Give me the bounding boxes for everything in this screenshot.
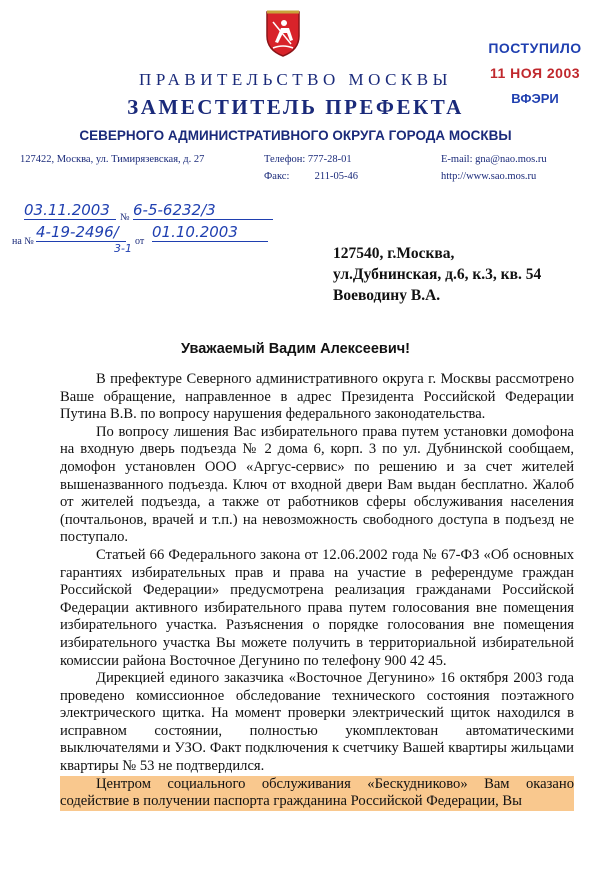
outgoing-number: 6-5-6232/3 bbox=[133, 201, 273, 220]
highlighted-paragraph: Центром социального обслуживания «Бескудниково» Вам оказано содействие в получении паспорта гражданина Российской Федерации, Вы bbox=[60, 775, 574, 810]
reference-number: 4-19-2496/ bbox=[36, 223, 126, 242]
stamp-date: 11 НОЯ 2003 bbox=[489, 65, 581, 81]
stamp-received: ПОСТУПИЛО bbox=[488, 40, 582, 56]
fax-number: 211-05-46 bbox=[314, 171, 358, 182]
recipient-street: ул.Дубнинская, д.6, к.3, кв. 54 bbox=[333, 266, 542, 283]
reference-date: 01.10.2003 bbox=[152, 223, 268, 242]
salutation: Уважаемый Вадим Алексеевич! bbox=[181, 341, 410, 357]
paragraph: По вопросу лишения Вас избирательного права путем установки домофона на входную дверь подъезда № 2 дома 6, корп. 3 по ул. Дубнинской сообщаем, домофон установлен ООО «Аргус-сервис» по решению и за счет жителей вышеназванного подъезда. Ключ от входной двери Вам выдан бесплатно. Жалоб от жителей подъезда, а также от работников сферы обслуживания населения (почтальонов, врачей и т.п.) на невозможность свободного доступа в подъезд не поступало. bbox=[60, 423, 574, 546]
paragraph: Статьей 66 Федерального закона от 12.06.2002 года № 67-ФЗ «Об основных гарантиях избирательных прав и права на участие в референдуме граждан Российской Федерации» предусмотрена реализация гражданами Российской Федерации активного избирательного права путем голосования вне помещения избирательного участка. Разъяснения о порядке голосования вне помещения избирательного участка Вы можете получить в территориальной избирательной комиссии района Восточное Дегунино по телефону 900 42 45. bbox=[60, 546, 574, 669]
recipient-name: Воеводину В.А. bbox=[333, 287, 441, 304]
number-label: № bbox=[120, 212, 130, 223]
office-website: http://www.sao.mos.ru bbox=[441, 171, 537, 182]
reference-subnumber: 3-1 bbox=[114, 242, 132, 255]
district-title: СЕВЕРНОГО АДМИНИСТРАТИВНОГО ОКРУГА ГОРОДА МОСКВЫ bbox=[79, 128, 512, 143]
office-email: E-mail: gna@nao.mos.ru bbox=[441, 154, 547, 165]
paragraph: Дирекцией единого заказчика «Восточное Дегунино» 16 октября 2003 года проведено комиссионное обследование технического состояния поэтажного электрического щитка. На момент проверки электрический щиток находился в исправном состоянии, полностью укомплектован автоматическими выключателями и УЗО. Факт подключения к счетчику Вашей квартиры жильцами квартиры № 53 не подтвердился. bbox=[60, 670, 574, 775]
stamp-code: ВФЭРИ bbox=[511, 91, 559, 106]
from-label: от bbox=[135, 236, 145, 247]
deputy-prefect-title: ЗАМЕСТИТЕЛЬ ПРЕФЕКТА bbox=[127, 95, 464, 119]
reference-label: на № bbox=[12, 236, 34, 247]
moscow-coat-of-arms-icon bbox=[263, 8, 303, 58]
government-title: ПРАВИТЕЛЬСТВО МОСКВЫ bbox=[139, 70, 452, 89]
fax-label: Факс: bbox=[264, 171, 290, 182]
office-address: 127422, Москва, ул. Тимирязевская, д. 27 bbox=[20, 154, 205, 165]
office-fax bbox=[264, 171, 358, 182]
letter-body bbox=[60, 371, 574, 811]
outgoing-date: 03.11.2003 bbox=[24, 201, 116, 220]
paragraph: В префектуре Северного административного округа г. Москвы рассмотрено Ваше обращение, направленное в адрес Президента Российской Федерации Путина В.В. по вопросу нарушения федерального законодательства. bbox=[60, 371, 574, 423]
recipient-address bbox=[333, 243, 541, 306]
office-phone: Телефон: 777-28-01 bbox=[264, 154, 352, 165]
recipient-city: 127540, г.Москва, bbox=[333, 245, 455, 262]
